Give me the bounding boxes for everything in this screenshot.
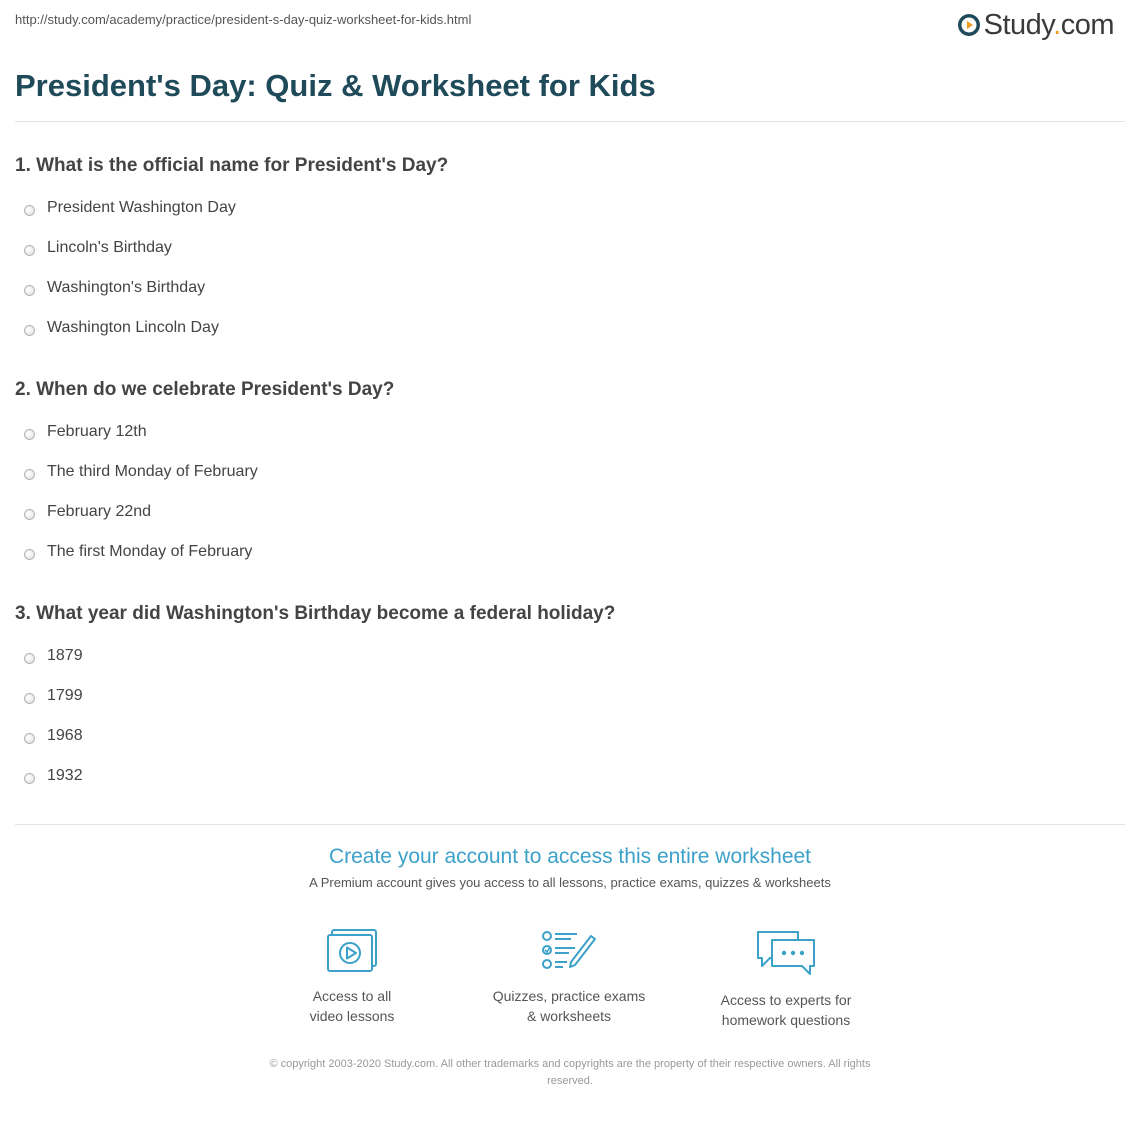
question-2 <box>15 379 1115 560</box>
radio-button[interactable] <box>24 469 35 480</box>
answer-label: 1968 <box>47 727 83 744</box>
radio-button[interactable] <box>24 653 35 664</box>
answer-label: The third Monday of February <box>47 463 258 480</box>
radio-button[interactable] <box>24 205 35 216</box>
radio-button[interactable] <box>24 245 35 256</box>
cta-title-link[interactable]: Create your account to access this entire worksheet <box>328 845 812 868</box>
radio-button[interactable] <box>24 429 35 440</box>
feature-caption: Access to all video lessons <box>309 988 395 1024</box>
answer-label: Lincoln's Birthday <box>47 239 172 256</box>
answer-label: Washington Lincoln Day <box>47 319 219 336</box>
radio-button[interactable] <box>24 733 35 744</box>
answer-label: February 22nd <box>47 503 152 520</box>
top-bar <box>0 0 1140 50</box>
logo-text: Study.com <box>983 8 1114 41</box>
chat-bubbles-icon <box>754 928 818 978</box>
logo-play-icon <box>957 13 981 37</box>
radio-button[interactable] <box>24 549 35 560</box>
quiz-checklist-icon <box>541 928 597 974</box>
answer-label: 1932 <box>47 767 83 784</box>
question-text: 1. What is the official name for President's Day? <box>15 155 449 176</box>
feature-caption: Quizzes, practice exams & worksheets <box>492 988 646 1024</box>
radio-button[interactable] <box>24 693 35 704</box>
signup-cta <box>0 845 1140 890</box>
answer-label: 1879 <box>47 647 83 664</box>
radio-button[interactable] <box>24 285 35 296</box>
radio-button[interactable] <box>24 325 35 336</box>
question-text: 2. When do we celebrate President's Day? <box>15 379 395 400</box>
radio-button[interactable] <box>24 773 35 784</box>
question-text: 3. What year did Washington's Birthday become a federal holiday? <box>15 603 616 624</box>
video-lessons-icon <box>326 928 378 974</box>
radio-button[interactable] <box>24 509 35 520</box>
divider <box>15 824 1125 825</box>
feature-quizzes <box>469 928 669 1026</box>
answer-label: President Washington Day <box>47 199 236 216</box>
answer-label: February 12th <box>47 423 147 440</box>
copyright-footer: © copyright 2003-2020 Study.com. All other trademarks and copyrights are the property of their respective owners. All rights reserved. <box>269 1058 871 1087</box>
feature-experts <box>686 928 886 1030</box>
page-url: http://study.com/academy/practice/president-s-day-quiz-worksheet-for-kids.html <box>15 12 472 27</box>
page-title: President's Day: Quiz & Worksheet for Kids <box>15 68 656 103</box>
question-1 <box>15 155 1115 336</box>
feature-caption: Access to experts for homework questions <box>720 992 852 1028</box>
feature-video-lessons <box>252 928 452 1026</box>
answer-label: The first Monday of February <box>47 543 253 560</box>
cta-subtitle: A Premium account gives you access to all lessons, practice exams, quizzes & worksheets <box>309 875 831 890</box>
answer-label: Washington's Birthday <box>47 279 206 296</box>
answer-label: 1799 <box>47 687 83 704</box>
divider <box>15 121 1125 122</box>
question-3 <box>15 603 1115 784</box>
study-logo[interactable] <box>957 8 1114 42</box>
